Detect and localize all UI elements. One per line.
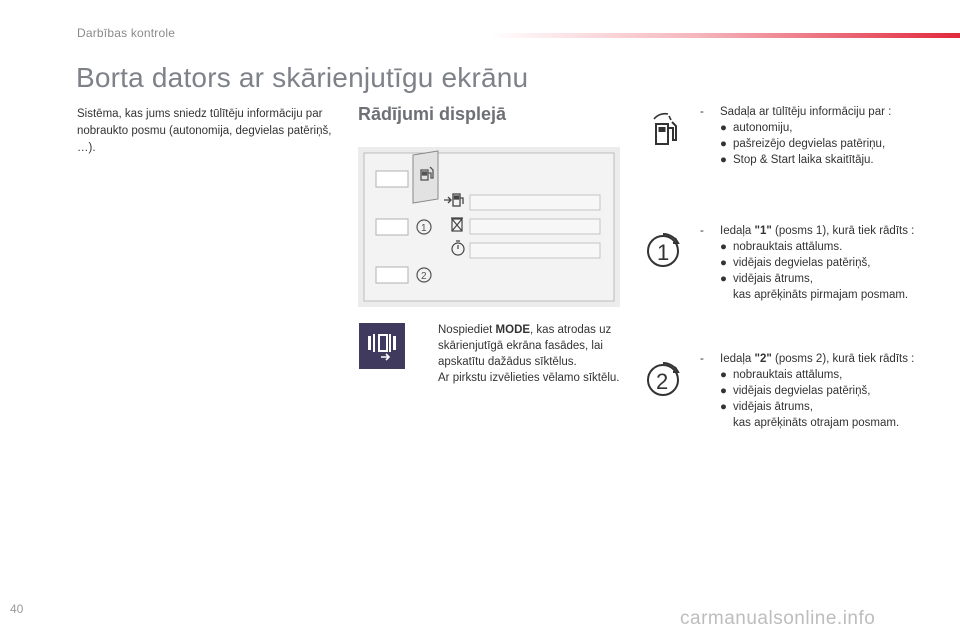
trip2-description: - Iedaļa "2" (posms 2), kurā tiek rādīts : ● nobrauktais attālums, ● vidējais degvielas patēriņš, ● vidējais ātrums, kas aprēķināts otrajam posmam. xyxy=(700,351,920,431)
page-title: Borta dators ar skārienjutīgu ekrānu xyxy=(76,62,529,93)
mode-button-icon xyxy=(359,323,405,369)
dash: - xyxy=(700,106,704,118)
section-label: Darbības kontrole xyxy=(77,26,176,40)
step2-text: Ar pirkstu izvēlieties vēlamo sīktēlu. xyxy=(438,372,620,384)
list-item: ● vidējais degvielas patēriņš, xyxy=(720,385,871,397)
mode-instructions xyxy=(418,322,628,386)
instruction-step-1 xyxy=(418,322,628,370)
list-item: ● Stop & Start laika skaitītāju. xyxy=(720,154,874,166)
trip1-icon xyxy=(644,231,682,269)
watermark: carmanualsonline.info xyxy=(680,608,876,629)
list-item: ● vidējais ātrums, xyxy=(720,401,813,413)
section-heading: Rādījumi displejā xyxy=(358,104,507,124)
list-item: ● vidējais degvielas patēriņš, xyxy=(720,257,871,269)
trip1-description: - Iedaļa "1" (posms 1), kurā tiek rādīts : ● nobrauktais attālums. ● vidējais degvielas patēriņš, ● vidējais ātrums, kas aprēķināts pirmajam posmam. xyxy=(700,223,920,303)
fuel-gauge-icon xyxy=(648,112,686,150)
immediate-list xyxy=(700,120,920,168)
list-item: ● nobrauktais attālums, xyxy=(720,369,843,381)
instruction-step-2 xyxy=(418,370,628,386)
trip2-number: 2 xyxy=(656,369,669,394)
trip1-number: 1 xyxy=(657,240,670,265)
checkbox-marker xyxy=(418,322,438,370)
page-number: 40 xyxy=(10,602,24,616)
step1-text-pre: Nospiediet xyxy=(438,324,496,336)
display-illustration xyxy=(358,147,620,307)
figure-label-1: 1 xyxy=(421,223,427,234)
list-item-tail: kas aprēķināts otrajam posmam. xyxy=(733,417,900,429)
trip2-icon xyxy=(644,360,682,398)
trip2-list xyxy=(700,367,920,431)
list-item: ● autonomiju, xyxy=(720,122,793,134)
mode-keyword: MODE xyxy=(495,324,531,336)
immediate-lead: Sadaļa ar tūlītēju informāciju par : xyxy=(720,106,892,118)
intro-paragraph: Sistēma, kas jums sniedz tūlītēju informāciju par nobraukto posmu (autonomija, degvielas patēriņš, …). xyxy=(77,108,332,154)
immediate-info-description xyxy=(700,104,920,168)
list-item: ● pašreizējo degvielas patēriņu, xyxy=(720,138,886,150)
list-item: ● nobrauktais attālums. xyxy=(720,241,843,253)
dash: - xyxy=(700,225,704,237)
checkbox-marker xyxy=(418,370,438,386)
display-screen-drawing xyxy=(358,147,620,307)
list-item-tail: kas aprēķināts pirmajam posmam. xyxy=(733,289,909,301)
step1-text-post: , kas atrodas uz skārienjutīgā ekrāna fasādes, lai apskatītu dažādus sīktēlus. xyxy=(438,324,612,368)
dash: - xyxy=(700,353,704,365)
list-item: ● vidējais ātrums, xyxy=(720,273,813,285)
trip1-list xyxy=(700,239,920,303)
header-accent-line xyxy=(490,33,960,38)
figure-label-2: 2 xyxy=(421,271,427,282)
